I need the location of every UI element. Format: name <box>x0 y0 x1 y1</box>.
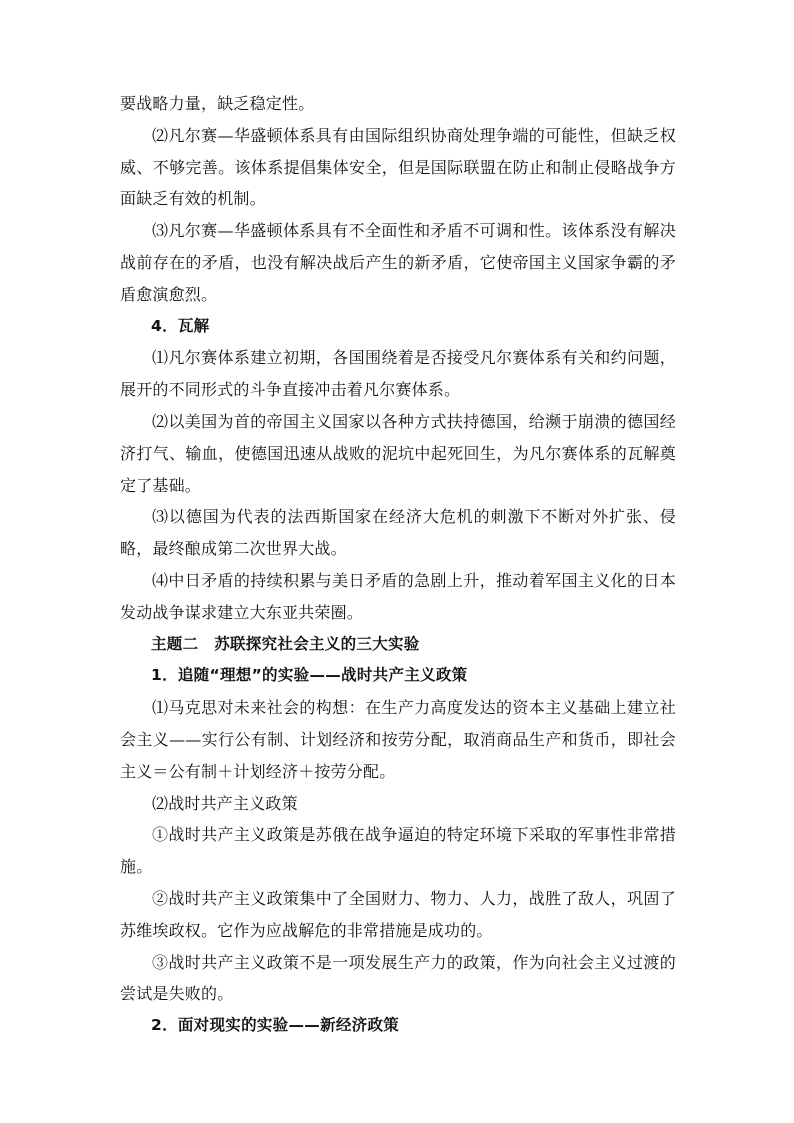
section-heading-war-communism: 1．追随“理想”的实验——战时共产主义政策 <box>151 666 468 685</box>
paragraph-collapse-point-4: ⑷中日矛盾的持续积累与美日矛盾的急剧上升，推动着军国主义化的日本发动战争谋求建立大东亚共荣圈。 <box>120 570 676 622</box>
topic-heading-soviet: 主题二 苏联探究社会主义的三大实验 <box>151 634 420 653</box>
paragraph-collapse-point-3: ⑶以德国为代表的法西斯国家在经济大危机的刺激下不断对外扩张、侵略，最终酿成第二次世界大战。 <box>120 507 676 559</box>
paragraph-collapse-point-2: ⑵以美国为首的帝国主义国家以各种方式扶持德国，给濒于崩溃的德国经济打气、输血，使德国迅速从战败的泥坑中起死回生，为凡尔赛体系的瓦解奠定了基础。 <box>120 411 676 495</box>
paragraph-system-point-3: ⑶凡尔赛—华盛顿体系具有不全面性和矛盾不可调和性。该体系没有解决战前存在的矛盾，也没有解决战后产生的新矛盾，它使帝国主义国家争霸的矛盾愈演愈烈。 <box>120 221 676 304</box>
section-heading-collapse: 4．瓦解 <box>151 316 210 335</box>
paragraph-system-point-2: ⑵凡尔赛—华盛顿体系具有由国际组织协商处理争端的可能性，但缺乏权威、不够完善。该体系提倡集体安全，但是国际联盟在防止和制止侵略战争方面缺乏有效的机制。 <box>120 125 676 209</box>
section-heading-new-economic-policy: 2．面对现实的实验——新经济政策 <box>151 1016 400 1035</box>
paragraph-war-communism-point-3: ③战时共产主义政策不是一项发展生产力的政策，作为向社会主义过渡的尝试是失败的。 <box>120 952 676 1004</box>
paragraph-collapse-point-1: ⑴凡尔赛体系建立初期，各国围绕着是否接受凡尔赛体系有关和约问题，展开的不同形式的斗争直接冲击着凡尔赛体系。 <box>120 348 676 400</box>
paragraph-war-communism-title: ⑵战时共产主义政策 <box>152 793 298 813</box>
paragraph-continuation: 要战略力量，缺乏稳定性。 <box>120 94 315 113</box>
document-body <box>120 88 676 1042</box>
paragraph-war-communism-point-1: ①战时共产主义政策是苏俄在战争逼迫的特定环境下采取的军事性非常措施。 <box>120 825 676 877</box>
paragraph-war-communism-point-2: ②战时共产主义政策集中了全国财力、物力、人力，战胜了敌人，巩固了苏维埃政权。它作为应战解危的非常措施是成功的。 <box>120 888 676 940</box>
paragraph-marx-vision: ⑴马克思对未来社会的构想：在生产力高度发达的资本主义基础上建立社会主义——实行公有制、计划经济和按劳分配，取消商品生产和货币，即社会主义＝公有制＋计划经济＋按劳分配。 <box>120 698 676 781</box>
